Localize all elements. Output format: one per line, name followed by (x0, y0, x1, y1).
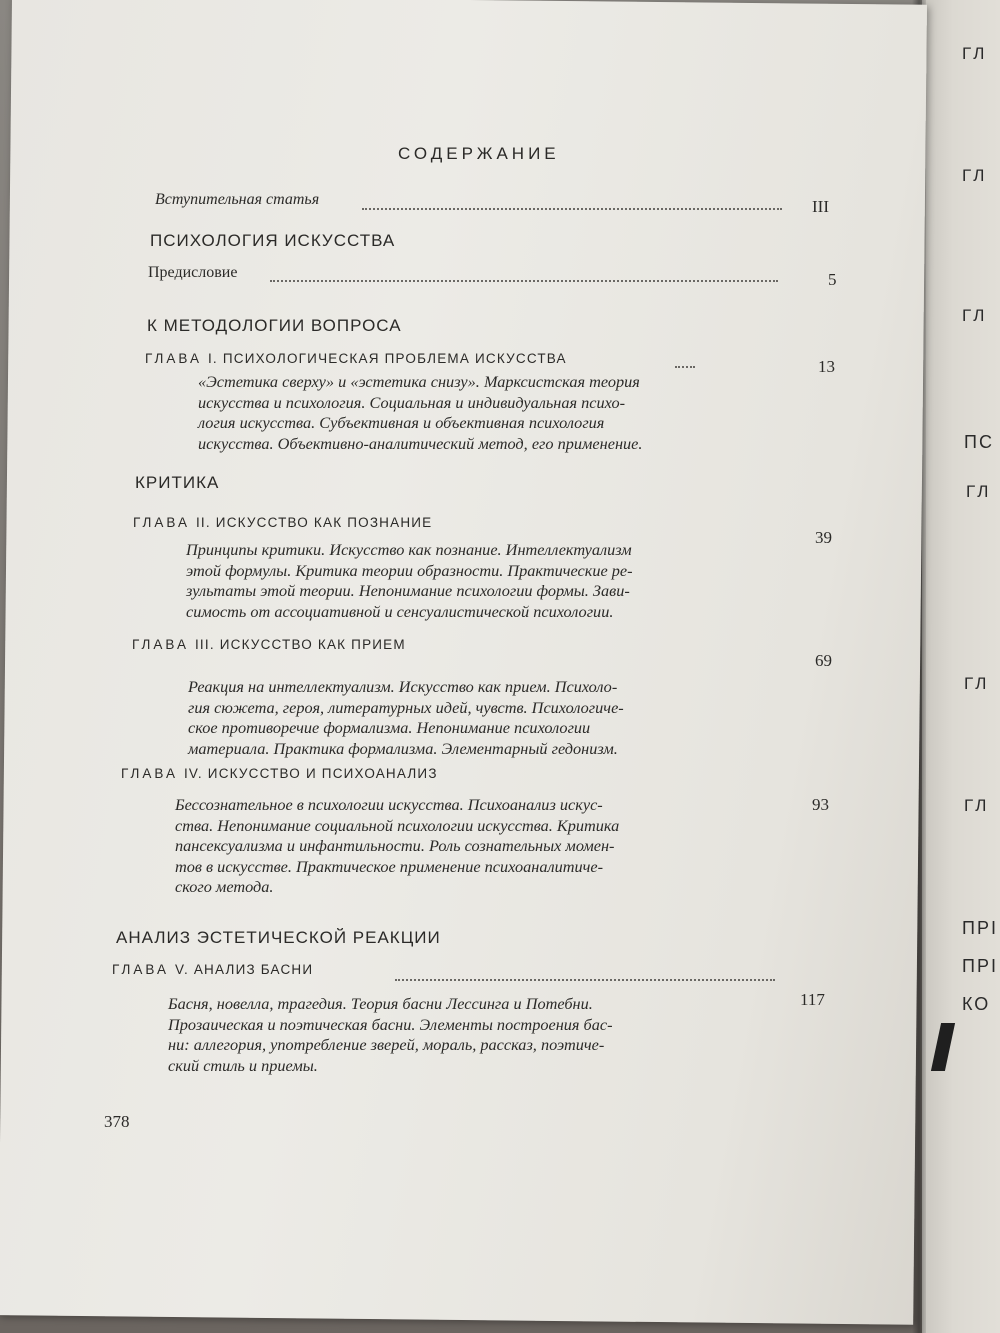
toc-entry-intro-label: Вступительная статья (155, 191, 320, 208)
chapter-glava: ГЛАВА (132, 637, 189, 652)
adjacent-page-fragment: ГЛ (962, 44, 988, 63)
page-number: 378 (104, 1112, 130, 1131)
section-heading: КРИТИКА (135, 473, 220, 492)
chapter-glava: ГЛАВА (121, 766, 178, 781)
leader-dots (675, 364, 695, 368)
description-line: гия сюжета, героя, литературных идей, чувств. Психологиче- (188, 697, 624, 717)
chapter-page: 93 (812, 795, 829, 814)
section-heading: К МЕТОДОЛОГИИ ВОПРОСА (147, 316, 402, 335)
description-line: материала. Практика формализма. Элементарный гедонизм. (188, 738, 618, 758)
chapter-description (175, 795, 619, 898)
leader-dots (270, 278, 778, 282)
adjacent-page-fragment: ГЛ (962, 306, 988, 325)
chapter-page: 39 (815, 528, 832, 547)
chapter-heading (133, 515, 432, 530)
description-line: ский стиль и приемы. (168, 1055, 318, 1075)
description-line: тов в искусстве. Практическое применение психоаналитиче- (175, 856, 604, 876)
chapter-page: 69 (815, 651, 832, 670)
chapter-description (188, 677, 624, 759)
chapter-heading (132, 637, 406, 652)
adjacent-page-fragment: ПРІ (962, 918, 998, 938)
adjacent-page-fragment: ПС (964, 432, 994, 452)
description-line: Принципы критики. Искусство как познание. Интеллектуализм (186, 540, 632, 559)
chapter-glava: ГЛАВА (112, 962, 169, 977)
chapter-title: V. АНАЛИЗ БАСНИ (174, 962, 314, 977)
adjacent-page-fragment: ГЛ (964, 796, 990, 815)
toc-entry-intro-page: III (812, 197, 829, 216)
adjacent-page-fragment: ГЛ (962, 166, 988, 185)
description-line: зультаты этой теории. Непонимание психологии формы. Зави- (186, 581, 630, 600)
chapter-title: III. ИСКУССТВО КАК ПРИЕМ (194, 637, 406, 652)
description-line: ства. Непонимание социальной психологии искусства. Критика (175, 815, 620, 835)
description-line: ни: аллегория, употребление зверей, мораль, рассказ, поэтиче- (168, 1035, 605, 1054)
description-line: логия искусства. Субъективная и объективная психология (198, 413, 605, 432)
chapter-description (198, 372, 642, 454)
chapter-title: II. ИСКУССТВО КАК ПОЗНАНИЕ (195, 515, 433, 530)
description-line: симость от ассоциативной и сенсуалистической психологии. (186, 601, 614, 621)
description-line: пансексуализма и инфантильности. Роль сознательных момен- (175, 836, 615, 855)
toc-entry-preface-page: 5 (828, 270, 837, 289)
description-line: этой формулы. Критика теории образности. Практические ре- (186, 560, 633, 580)
adjacent-page (922, 0, 1000, 1333)
chapter-title: I. ПСИХОЛОГИЧЕСКАЯ ПРОБЛЕМА ИСКУССТВА (207, 351, 567, 366)
leader-dots (395, 977, 775, 981)
book-title: ПСИХОЛОГИЯ ИСКУССТВА (150, 231, 396, 250)
chapter-page: 117 (800, 990, 825, 1009)
description-line: Бессознательное в психологии искусства. Психоанализ искус- (175, 795, 603, 814)
adjacent-page-fragment: ГЛ (964, 674, 990, 693)
description-line: искусства. Объективно-аналитический метод, его применение. (198, 433, 643, 453)
page-title: СОДЕРЖАНИЕ (398, 144, 560, 163)
chapter-title: IV. ИСКУССТВО И ПСИХОАНАЛИЗ (183, 766, 438, 781)
description-line: ского метода. (175, 877, 274, 896)
adjacent-page-fragment: ПРІ (962, 956, 998, 976)
adjacent-page-fragment: КО (962, 994, 991, 1014)
chapter-page: 13 (818, 357, 835, 376)
description-line: Реакция на интеллектуализм. Искусство как прием. Психоло- (188, 677, 618, 696)
chapter-heading (145, 351, 567, 366)
description-line: Прозаическая и поэтическая басни. Элементы построения бас- (168, 1014, 613, 1034)
chapter-glava: ГЛАВА (133, 515, 190, 530)
chapter-description (186, 540, 633, 622)
description-line: искусства и психология. Социальная и индивидуальная психо- (198, 392, 626, 412)
adjacent-page-fragment: ГЛ (966, 482, 992, 501)
chapter-glava: ГЛАВА (145, 351, 202, 366)
section-heading: АНАЛИЗ ЭСТЕТИЧЕСКОЙ РЕАКЦИИ (116, 928, 441, 947)
description-line: «Эстетика сверху» и «эстетика снизу». Марксистская теория (198, 372, 640, 391)
chapter-heading (121, 766, 438, 781)
description-line: Басня, новелла, трагедия. Теория басни Лессинга и Потебни. (168, 994, 593, 1013)
chapter-description (168, 994, 613, 1076)
leader-dots (362, 206, 782, 210)
description-line: ское противоречие формализма. Непонимание психологии (188, 718, 591, 737)
toc-entry-preface-label: Предисловие (148, 264, 238, 281)
chapter-heading (112, 962, 313, 977)
